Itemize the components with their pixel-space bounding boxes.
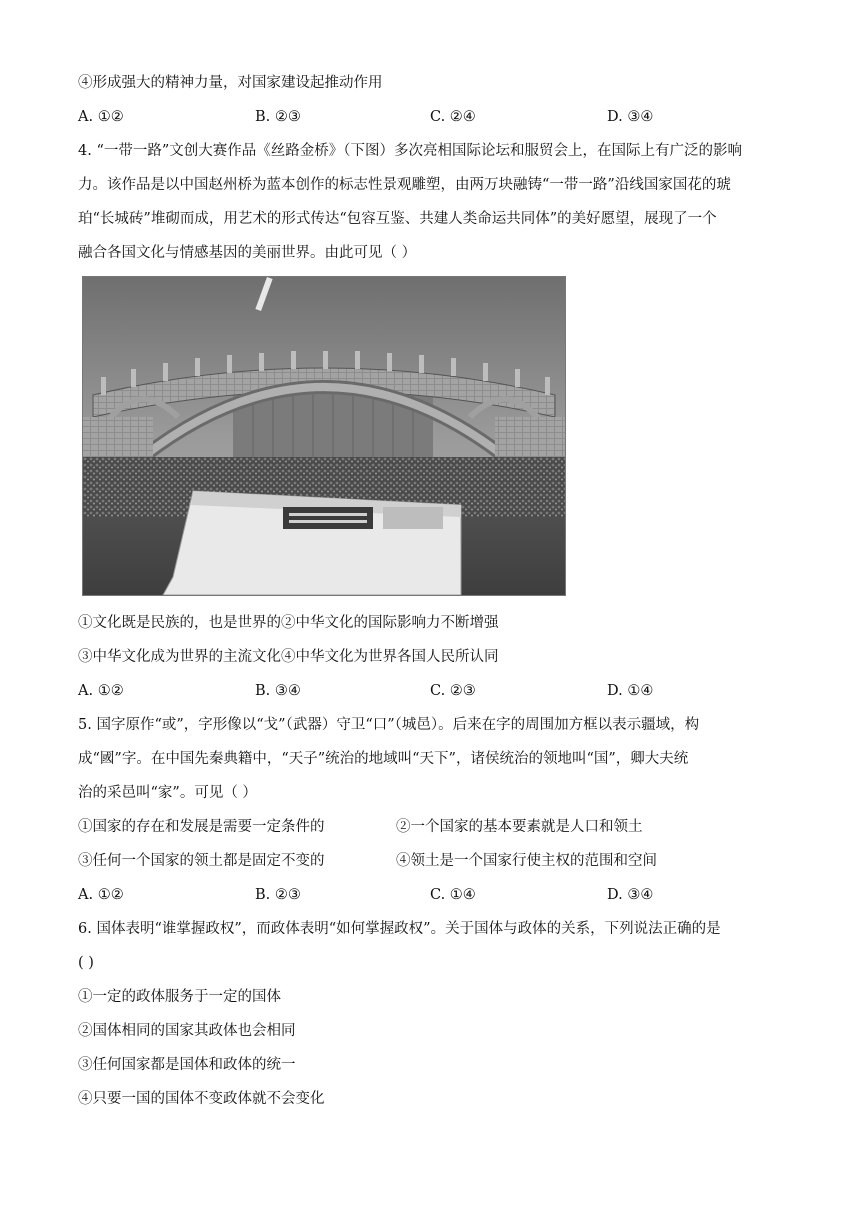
q6-item-3: ③任何国家都是国体和政体的统一: [78, 1057, 296, 1073]
q5-option-c: C. ①④: [430, 887, 476, 903]
q4-stem-line-3: 珀“长城砖”堆砌而成，用艺术的形式传达“包容互鉴、共建人类命运共同体”的美好愿望，展现了一个: [78, 211, 717, 227]
q5-option-b: B. ②③: [255, 887, 301, 903]
q4-stem-line-4: 融合各国文化与情感基因的美丽世界。由此可见（ ）: [78, 245, 417, 261]
q4-stem-line-2: 力。该作品是以中国赵州桥为蓝本创作的标志性景观雕塑，由两万块融铸“一带一路”沿线国家国花的琥: [78, 177, 731, 193]
q3-option-b: B. ②③: [255, 109, 301, 125]
q5-option-d: D. ③④: [607, 887, 654, 903]
q4-item-line-1: ①文化既是民族的，也是世界的②中华文化的国际影响力不断增强: [78, 615, 499, 631]
q5-stem-line-2: 成“國”字。在中国先秦典籍中，“天子”统治的地域叫“天下”，诸侯统治的领地叫“国”，卿大夫统: [78, 751, 689, 767]
q6-stem-line-2: ( ): [78, 955, 94, 971]
silk-road-bridge-photo: [82, 276, 566, 596]
q4-stem-line-1: 4. “一带一路”文创大赛作品《丝路金桥》（下图）多次亮相国际论坛和服贸会上，在国际上有广泛的影响: [78, 143, 743, 159]
q3-item-4: ④形成强大的精神力量，对国家建设起推动作用: [78, 75, 383, 91]
q5-option-a: A. ①②: [78, 887, 124, 903]
q3-option-d: D. ③④: [607, 109, 654, 125]
q6-item-4: ④只要一国的国体不变政体就不会变化: [78, 1091, 325, 1107]
q6-item-2: ②国体相同的国家其政体也会相同: [78, 1023, 296, 1039]
q4-option-d: D. ①④: [607, 683, 654, 699]
q6-stem-line-1: 6. 国体表明“谁掌握政权”，而政体表明“如何掌握政权”。关于国体与政体的关系，下列说法正确的是: [78, 921, 721, 937]
q3-option-c: C. ②④: [430, 109, 476, 125]
q5-stem-line-1: 5. 国字原作“或”，字形像以“戈”（武器）守卫“口”（城邑）。后来在字的周围加方框以表示疆域，构: [78, 717, 700, 733]
bridge-sculpture-illustration: [83, 277, 565, 595]
q5-item-4: ④领土是一个国家行使主权的范围和空间: [396, 853, 657, 869]
q5-item-2: ②一个国家的基本要素就是人口和领土: [396, 819, 643, 835]
q4-option-b: B. ③④: [255, 683, 301, 699]
q4-option-c: C. ②③: [430, 683, 476, 699]
q4-item-line-2: ③中华文化成为世界的主流文化④中华文化为世界各国人民所认同: [78, 649, 499, 665]
q5-item-1: ①国家的存在和发展是需要一定条件的: [78, 819, 325, 835]
q5-item-3: ③任何一个国家的领土都是固定不变的: [78, 853, 325, 869]
q3-option-a: A. ①②: [78, 109, 124, 125]
q4-option-a: A. ①②: [78, 683, 124, 699]
q6-item-1: ①一定的政体服务于一定的国体: [78, 989, 281, 1005]
q5-stem-line-3: 治的采邑叫“家”。可见（ ）: [78, 785, 257, 801]
